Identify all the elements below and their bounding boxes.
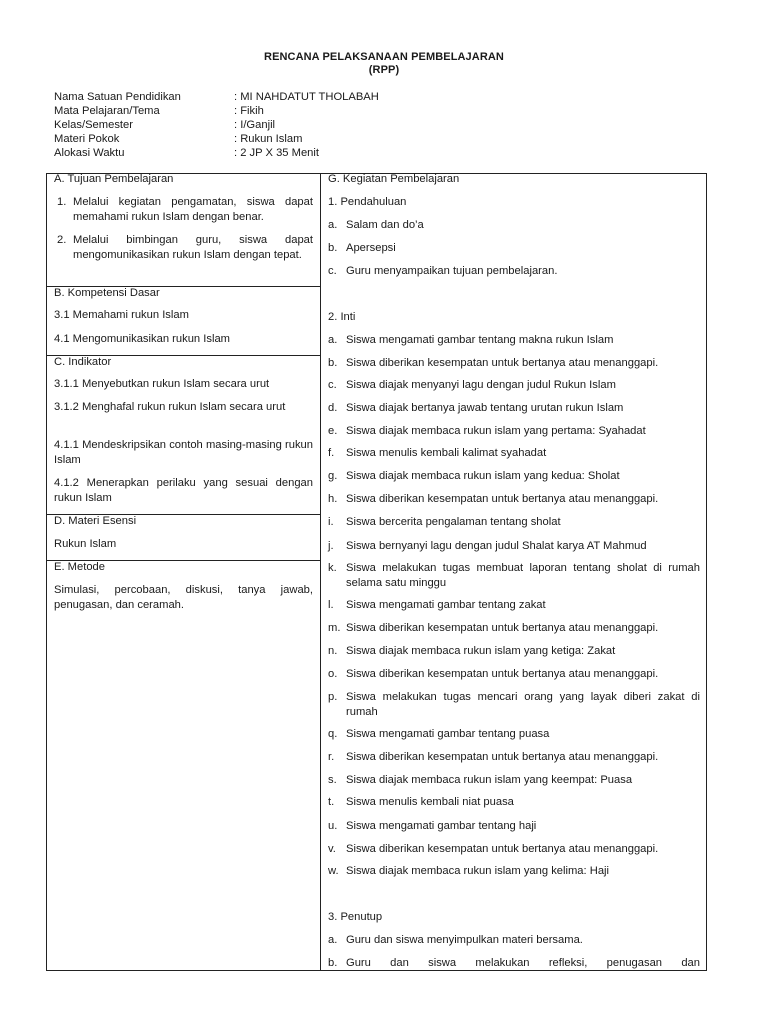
activity-item: Siswa mengamati gambar tentang haji [346, 820, 537, 832]
list-marker: q. [328, 728, 338, 740]
activity-item: Guru dan siswa menyimpulkan materi bersama. [346, 934, 583, 946]
identity-label: Materi Pokok [54, 133, 120, 145]
activity-item: Siswa menulis kembali niat puasa [346, 796, 514, 808]
list-marker: a. [328, 219, 338, 231]
activity-item: Siswa mengamati gambar tentang zakat [346, 599, 546, 611]
identity-label: Nama Satuan Pendidikan [54, 91, 181, 103]
list-item: 3.1.2 Menghafal rukun rukun Islam secara urut [54, 401, 286, 413]
materi-text: Rukun Islam [54, 538, 117, 550]
activity-item: Siswa diberikan kesempatan untuk bertanya atau menanggapi. [346, 668, 659, 680]
list-marker: h. [328, 493, 338, 505]
activity-item: Siswa bernyanyi lagu dengan judul Shalat karya AT Mahmud [346, 540, 647, 552]
list-item: Melalui kegiatan pengamatan, siswa dapat memahami rukun Islam dengan benar. [73, 196, 313, 223]
identity-value: : MI NAHDATUT THOLABAH [234, 91, 379, 103]
list-marker: v. [328, 843, 336, 855]
list-marker: b. [328, 357, 338, 369]
list-number: 1. [57, 196, 67, 208]
list-marker: m. [328, 622, 341, 634]
identity-label: Mata Pelajaran/Tema [54, 105, 160, 117]
list-item: Melalui bimbingan guru, siswa dapat mengomunikasikan rukun Islam dengan tepat. [73, 234, 313, 261]
list-marker: n. [328, 645, 338, 657]
identity-label: Alokasi Waktu [54, 147, 125, 159]
identity-value: : 2 JP X 35 Menit [234, 147, 319, 159]
activity-item: Siswa diberikan kesempatan untuk bertanya atau menanggapi. [346, 357, 659, 369]
activity-item: Siswa diajak menyanyi lagu dengan judul Rukun Islam [346, 379, 616, 391]
list-marker: u. [328, 820, 338, 832]
activity-item: Siswa diberikan kesempatan untuk bertanya atau menanggapi. [346, 751, 659, 763]
list-marker: r. [328, 751, 335, 763]
list-marker: t. [328, 796, 335, 808]
subsection-heading-inti: 2. Inti [328, 311, 356, 323]
section-heading-materi: D. Materi Esensi [54, 515, 137, 527]
list-marker: b. [328, 242, 338, 254]
list-item: 4.1 Mengomunikasikan rukun Islam [54, 333, 230, 345]
activity-item: Siswa mengamati gambar tentang makna rukun Islam [346, 334, 614, 346]
list-marker: l. [328, 599, 334, 611]
activity-item: Siswa bercerita pengalaman tentang sholat [346, 516, 561, 528]
activity-item: Guru menyampaikan tujuan pembelajaran. [346, 265, 558, 277]
list-marker: o. [328, 668, 338, 680]
document-subtitle: (RPP) [368, 64, 400, 76]
subsection-heading-pendahuluan: 1. Pendahuluan [328, 196, 407, 208]
document-title: RENCANA PELAKSANAAN PEMBELAJARAN [264, 51, 504, 63]
subsection-heading-penutup: 3. Penutup [328, 911, 383, 923]
list-marker: f. [328, 447, 335, 459]
list-marker: a. [328, 334, 338, 346]
activity-item: Siswa melakukan tugas membuat laporan tentang sholat di rumah selama satu minggu [346, 562, 700, 589]
section-heading-metode: E. Metode [54, 561, 105, 573]
list-marker: j. [328, 540, 334, 552]
list-marker: p. [328, 691, 338, 703]
activity-item: Siswa diberikan kesempatan untuk bertanya atau menanggapi. [346, 622, 659, 634]
list-marker: i. [328, 516, 334, 528]
activity-item: Siswa diajak membaca rukun islam yang kedua: Sholat [346, 470, 620, 482]
list-marker: k. [328, 562, 337, 574]
activity-item: Siswa diajak membaca rukun islam yang ketiga: Zakat [346, 645, 616, 657]
activity-item: Siswa diajak membaca rukun islam yang keempat: Puasa [346, 774, 633, 786]
identity-value: : I/Ganjil [234, 119, 276, 131]
activity-item: Siswa mengamati gambar tentang puasa [346, 728, 550, 740]
list-item: 4.1.1 Mendeskripsikan contoh masing-masing rukun Islam [54, 439, 313, 466]
column-divider [320, 173, 321, 971]
activity-item: Guru dan siswa melakukan refleksi, penugasan dan [346, 957, 700, 969]
activity-item: Salam dan do’a [346, 219, 424, 231]
section-heading-tujuan: A. Tujuan Pembelajaran [54, 173, 174, 185]
activity-item: Siswa melakukan tugas mencari orang yang layak diberi zakat di rumah [346, 691, 700, 718]
list-marker: d. [328, 402, 338, 414]
list-item: 3.1 Memahami rukun Islam [54, 309, 189, 321]
list-marker: e. [328, 425, 338, 437]
metode-text: Simulasi, percobaan, diskusi, tanya jawab, penugasan, dan ceramah. [54, 584, 313, 611]
activity-item: Siswa diajak membaca rukun islam yang kelima: Haji [346, 865, 610, 877]
identity-label: Kelas/Semester [54, 119, 133, 131]
activity-item: Siswa menulis kembali kalimat syahadat [346, 447, 547, 459]
list-number: 2. [57, 234, 67, 246]
list-marker: g. [328, 470, 338, 482]
list-marker: b. [328, 957, 338, 969]
list-marker: s. [328, 774, 337, 786]
list-item: 3.1.1 Menyebutkan rukun Islam secara urut [54, 378, 270, 390]
identity-value: : Fikih [234, 105, 264, 117]
activity-item: Siswa diajak membaca rukun islam yang pertama: Syahadat [346, 425, 646, 437]
activity-item: Apersepsi [346, 242, 396, 254]
list-item: 4.1.2 Menerapkan perilaku yang sesuai dengan rukun Islam [54, 477, 313, 504]
list-marker: c. [328, 265, 337, 277]
list-marker: a. [328, 934, 338, 946]
section-heading-indikator: C. Indikator [54, 356, 112, 368]
activity-item: Siswa diberikan kesempatan untuk bertanya atau menanggapi. [346, 843, 659, 855]
list-marker: c. [328, 379, 337, 391]
section-heading-kompetensi: B. Kompetensi Dasar [54, 287, 160, 299]
list-marker: w. [328, 865, 339, 877]
section-heading-kegiatan: G. Kegiatan Pembelajaran [328, 173, 460, 185]
activity-item: Siswa diberikan kesempatan untuk bertanya atau menanggapi. [346, 493, 659, 505]
identity-value: : Rukun Islam [234, 133, 303, 145]
activity-item: Siswa diajak bertanya jawab tentang urutan rukun Islam [346, 402, 624, 414]
